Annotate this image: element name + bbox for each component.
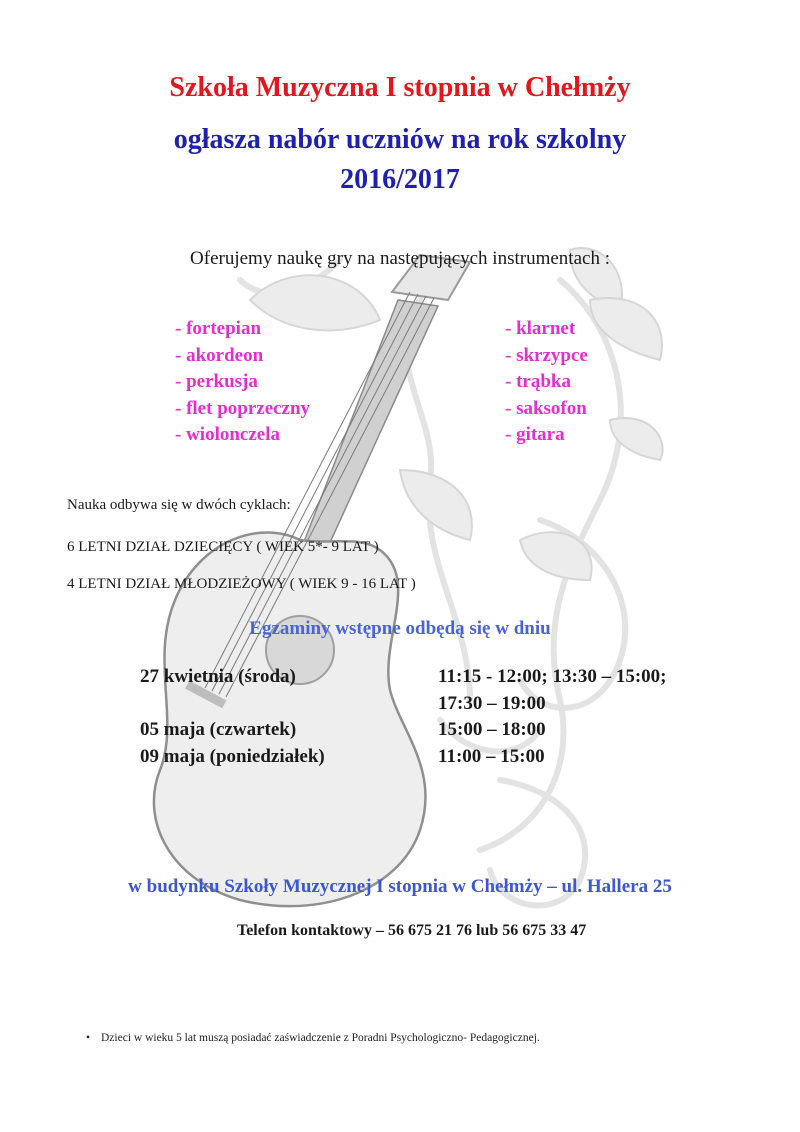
list-item: - akordeon bbox=[175, 344, 264, 366]
cycle-youth: 4 LETNI DZIAŁ MŁODZIEŻOWY ( WIEK 9 - 16 LAT ) bbox=[67, 576, 416, 592]
cycle-children: 6 LETNI DZIAŁ DZIECIĘCY ( WIEK 5*- 9 LAT ) bbox=[67, 539, 379, 555]
footnote bbox=[86, 1032, 540, 1044]
exam-time: 15:00 – 18:00 bbox=[438, 719, 546, 740]
list-item: - trąbka bbox=[505, 371, 571, 392]
exam-heading: Egzaminy wstępne odbędą się w dniu bbox=[249, 618, 551, 639]
exam-time: 17:30 – 19:00 bbox=[438, 692, 546, 714]
exam-date: 05 maja (czwartek) bbox=[140, 719, 297, 740]
exam-location: w budynku Szkoły Muzycznej I stopnia w Chełmży – ul. Hallera 25 bbox=[128, 876, 672, 897]
announcement-headline bbox=[0, 120, 800, 200]
offer-intro: Oferujemy naukę gry na następujących instrumentach : bbox=[190, 248, 610, 269]
announcement-text: ogłasza nabór uczniów na rok szkolny bbox=[173, 124, 627, 155]
exam-date: 27 kwietnia (środa) bbox=[140, 666, 296, 687]
bullet-icon: • bbox=[86, 1032, 91, 1044]
list-item: - skrzypce bbox=[505, 344, 588, 366]
exam-date: 09 maja (poniedziałek) bbox=[140, 745, 325, 767]
list-item: - klarnet bbox=[505, 318, 576, 339]
exam-times bbox=[438, 664, 667, 770]
cycles-intro: Nauka odbywa się w dwóch cyklach: bbox=[67, 497, 291, 513]
list-item: - gitara bbox=[505, 424, 565, 445]
instrument-list-right bbox=[505, 316, 588, 449]
exam-date bbox=[140, 691, 325, 718]
instrument-list-left bbox=[175, 316, 310, 449]
school-title: Szkoła Muzyczna I stopnia w Chełmży bbox=[169, 72, 631, 103]
footnote-text: Dzieci w wieku 5 lat muszą posiadać zaświadczenie z Poradni Psychologiczno- Pedagogicznej. bbox=[101, 1032, 540, 1044]
exam-time: 11:00 – 15:00 bbox=[438, 745, 545, 767]
list-item: - flet poprzeczny bbox=[175, 397, 311, 419]
exam-dates bbox=[140, 664, 325, 770]
list-item: - perkusja bbox=[175, 371, 258, 392]
list-item: - wiolonczela bbox=[175, 424, 281, 445]
contact-phone: Telefon kontaktowy – 56 675 21 76 lub 56 675 33 47 bbox=[237, 922, 587, 939]
list-item: - fortepian bbox=[175, 318, 262, 339]
list-item: - saksofon bbox=[505, 397, 587, 419]
school-year: 2016/2017 bbox=[340, 164, 460, 195]
exam-time: 11:15 - 12:00; 13:30 – 15:00; bbox=[438, 666, 667, 687]
